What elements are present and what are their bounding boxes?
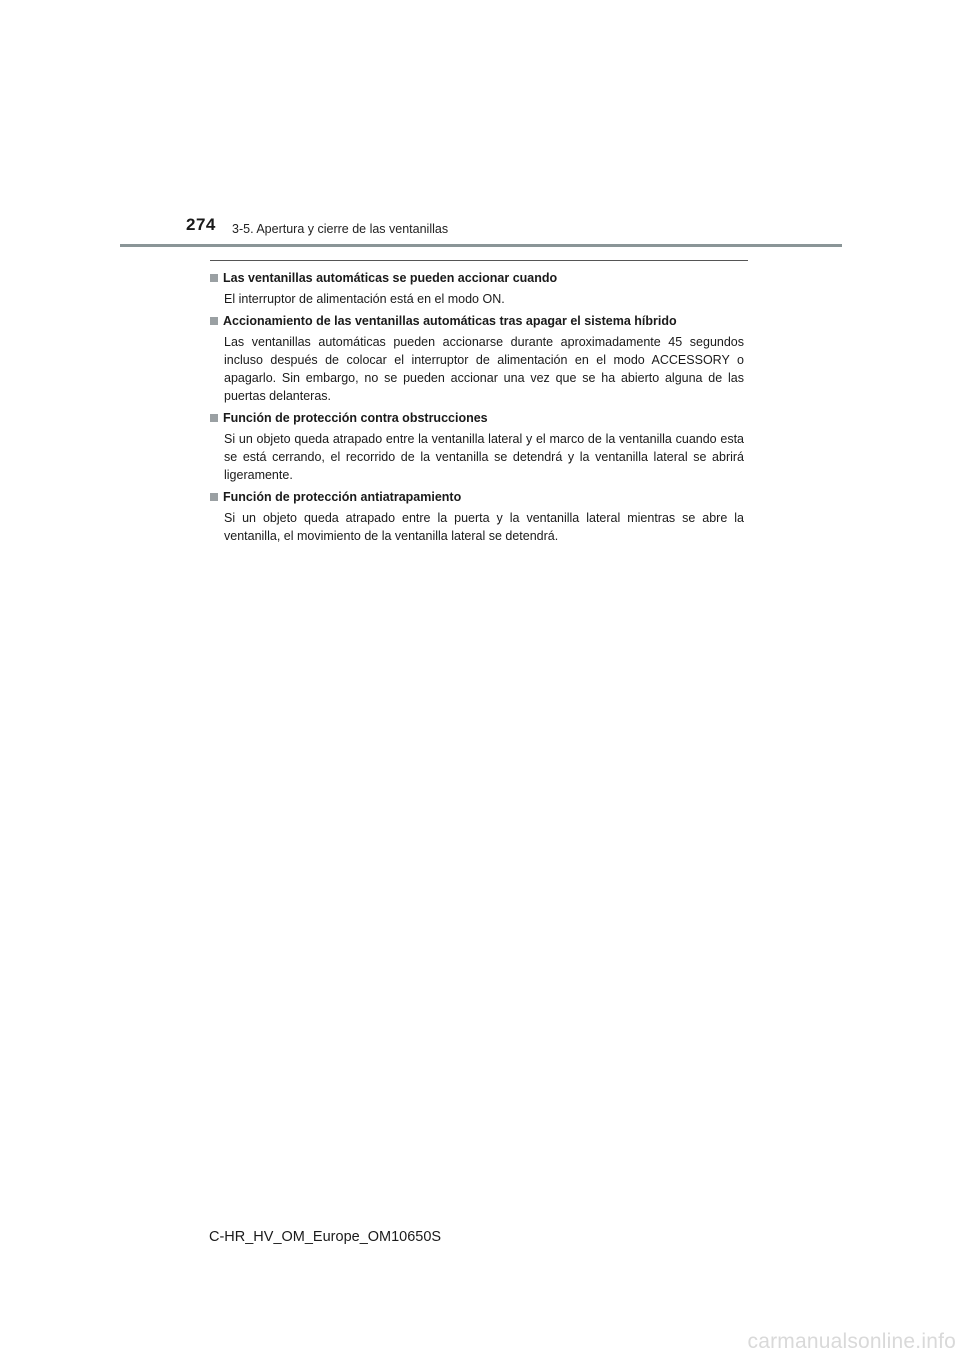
section-heading [210, 488, 744, 506]
page-number: 274 [186, 215, 216, 234]
square-bullet-icon [210, 414, 218, 422]
footer-document-code: C-HR_HV_OM_Europe_OM10650S [209, 1229, 442, 1245]
section-body: El interruptor de alimentación está en el modo ON. [224, 292, 505, 306]
section-anti-entrapment [210, 488, 744, 545]
section-body: Si un objeto queda atrapado entre la ventanilla lateral y el marco de la ventanilla cuando esta se está cerrando, el recorrido de la ventanilla se detendrá y la ventanilla lateral se abrirá ligeramente. [224, 432, 744, 482]
section-after-hybrid-off [210, 312, 744, 405]
header-title: 3-5. Apertura y cierre de las ventanillas [232, 222, 449, 236]
section-heading [210, 269, 744, 287]
square-bullet-icon [210, 493, 218, 501]
section-heading-text: Función de protección antiatrapamiento [223, 490, 462, 504]
section-heading-text: Las ventanillas automáticas se pueden accionar cuando [223, 271, 558, 285]
content-rule [210, 260, 748, 261]
watermark[interactable]: carmanualsonline.info [747, 1330, 956, 1353]
header-rule [120, 244, 842, 247]
section-body: Las ventanillas automáticas pueden accionarse durante aproximadamente 45 segundos incluso después de colocar el interruptor de alimentación en el modo ACCESSORY o apagarlo. Sin embargo, no se pueden accionar una vez que se ha abierto alguna de las puertas delanteras. [224, 335, 744, 403]
section-heading [210, 312, 744, 330]
section-heading [210, 409, 744, 427]
section-obstruction-protection [210, 409, 744, 484]
square-bullet-icon [210, 317, 218, 325]
content-area [210, 269, 744, 549]
section-heading-text: Función de protección contra obstrucciones [223, 411, 488, 425]
section-auto-windows-operation [210, 269, 744, 308]
square-bullet-icon [210, 274, 218, 282]
section-heading-text: Accionamiento de las ventanillas automáticas tras apagar el sistema híbrido [223, 314, 677, 328]
section-body: Si un objeto queda atrapado entre la puerta y la ventanilla lateral mientras se abre la ventanilla, el movimiento de la ventanilla lateral se detendrá. [224, 511, 744, 543]
